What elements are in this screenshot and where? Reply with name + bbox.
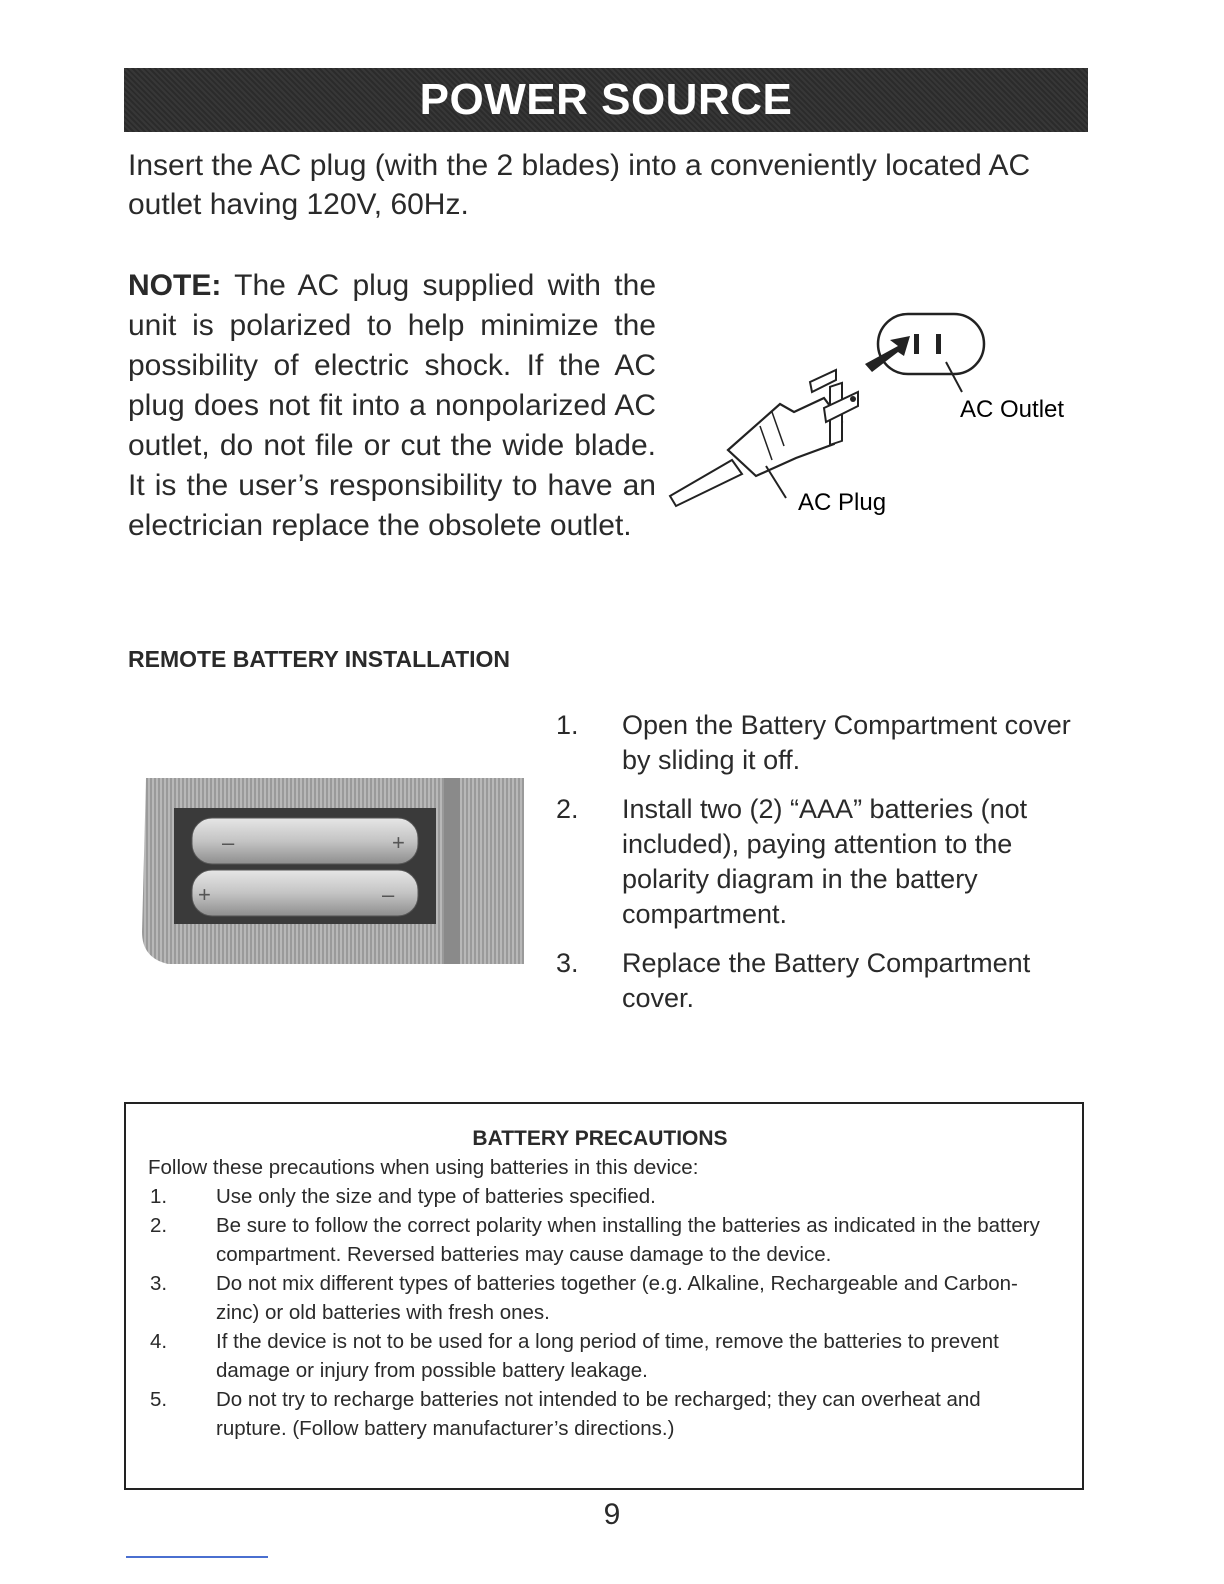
intro-paragraph: Insert the AC plug (with the 2 blades) into a conveniently located AC outlet having 120V, 60Hz. xyxy=(128,149,1031,221)
battery-top-minus: – xyxy=(222,830,235,855)
precaution-text: If the device is not to be used for a long period of time, remove the batteries to prevent damage or injury from possible battery leakage. xyxy=(216,1330,999,1382)
precaution-text: Be sure to follow the correct polarity when installing the batteries as indicated in the battery compartment. Reversed batteries may cause damage to the device. xyxy=(216,1214,1040,1266)
precaution-item xyxy=(148,1211,1052,1269)
battery-precautions-box xyxy=(124,1102,1084,1490)
step-number: 2. xyxy=(556,794,579,824)
precautions-intro: Follow these precautions when using batteries in this device: xyxy=(148,1156,699,1179)
precaution-item xyxy=(148,1269,1052,1327)
step-number: 1. xyxy=(556,710,579,740)
outlet-slot-right xyxy=(936,334,941,354)
step-text: Install two (2) “AAA” batteries (not included), paying attention to the polarity diagram in the battery compartment. xyxy=(622,794,1028,929)
section-banner xyxy=(124,68,1088,132)
page-number: 9 xyxy=(603,1498,621,1531)
step-text: Open the Battery Compartment cover by sliding it off. xyxy=(622,710,1071,775)
step-item xyxy=(556,946,1096,1016)
precaution-number: 1. xyxy=(150,1185,168,1208)
plug-pointer-line xyxy=(766,466,786,498)
battery-bottom-plus: + xyxy=(198,882,211,907)
installation-steps xyxy=(556,708,1096,1030)
precaution-number: 3. xyxy=(150,1272,168,1295)
note-paragraph xyxy=(128,266,656,546)
step-item xyxy=(556,708,1096,778)
step-item xyxy=(556,792,1096,932)
precaution-item xyxy=(148,1385,1052,1443)
battery-top-plus: + xyxy=(392,830,405,855)
precautions-title: BATTERY PRECAUTIONS xyxy=(472,1127,728,1150)
precaution-item xyxy=(148,1182,1052,1211)
battery-bottom-minus: – xyxy=(382,882,395,907)
outlet-shape xyxy=(878,314,984,374)
precaution-text: Use only the size and type of batteries specified. xyxy=(216,1185,656,1208)
outlet-label: AC Outlet xyxy=(960,396,1065,423)
footer-divider xyxy=(126,1556,268,1558)
precaution-number: 5. xyxy=(150,1388,168,1411)
precaution-text: Do not mix different types of batteries together (e.g. Alkaline, Rechargeable and Carbon-zinc) or old batteries with fresh ones. xyxy=(216,1272,1018,1324)
plug-label: AC Plug xyxy=(798,489,887,516)
ac-plug-illustration xyxy=(660,300,1090,530)
step-number: 3. xyxy=(556,948,579,978)
precaution-number: 4. xyxy=(150,1330,168,1353)
note-text: The AC plug supplied with the unit is polarized to help minimize the possibility of electric shock. If the AC plug does not fit into a nonpolarized AC outlet, do not file or cut the wide blade. It is the user’s responsibility to have an electrician replace the obsolete outlet. xyxy=(128,269,656,542)
battery-compartment-illustration xyxy=(138,772,524,964)
plug-cord xyxy=(670,460,742,506)
precaution-text: Do not try to recharge batteries not intended to be recharged; they can overheat and rupture. (Follow battery manufacturer’s directions.) xyxy=(216,1388,981,1440)
section-title: POWER SOURCE xyxy=(419,75,793,124)
precaution-item xyxy=(148,1327,1052,1385)
note-label: NOTE: xyxy=(128,269,222,302)
outlet-slot-left xyxy=(914,334,919,354)
precaution-number: 2. xyxy=(150,1214,168,1237)
compartment-edge xyxy=(444,778,460,964)
step-text: Replace the Battery Compartment cover. xyxy=(622,948,1031,1013)
remote-battery-heading: REMOTE BATTERY INSTALLATION xyxy=(128,646,511,672)
